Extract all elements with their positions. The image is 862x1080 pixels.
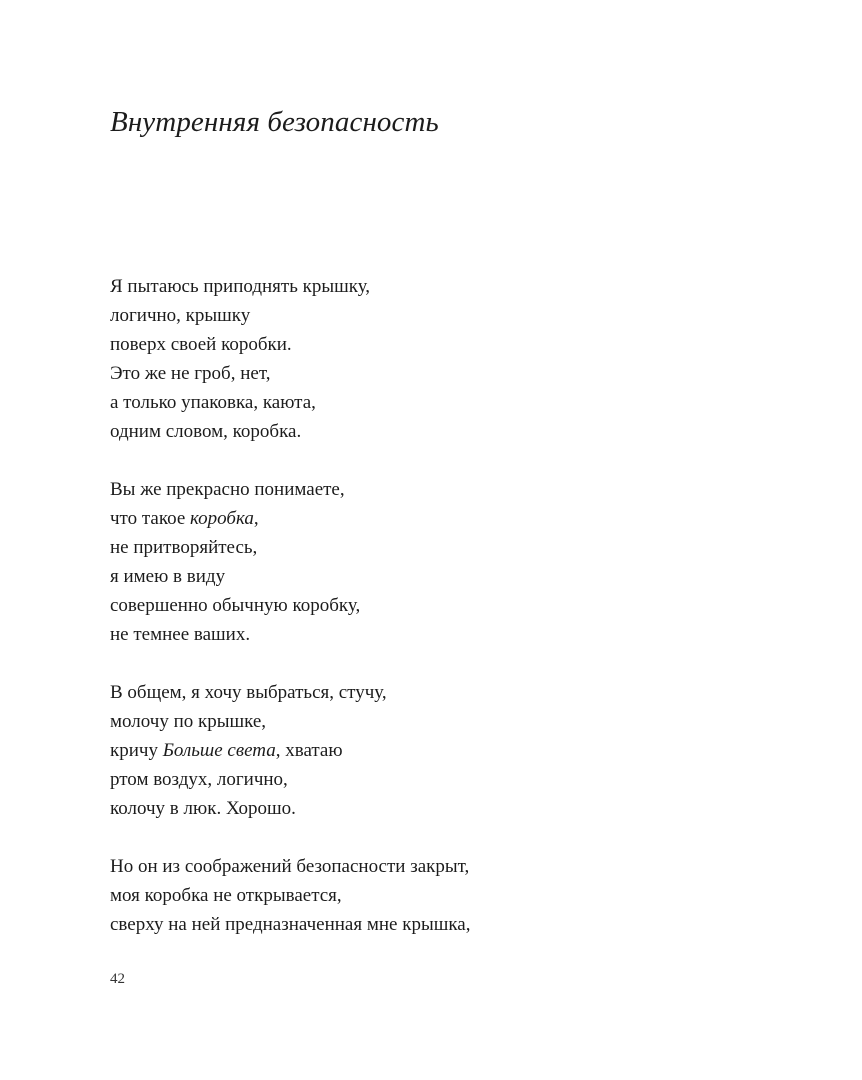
line-text: что такое: [110, 508, 191, 529]
poem-title: Внутренняя безопасность: [110, 106, 439, 138]
poem-line-with-italic: [110, 736, 810, 765]
line-text: ,: [253, 508, 259, 529]
line-text: кричу: [110, 740, 163, 761]
line-text: , хватаю: [275, 740, 343, 761]
poem-line: Вы же прекрасно понимаете,: [110, 479, 345, 500]
poem-line: Я пытаюсь приподнять крышку,: [110, 276, 371, 297]
poem-line: а только упаковка, каюта,: [110, 392, 316, 413]
stanza-2: [110, 475, 810, 649]
poem-line: сверху на ней предназначенная мне крышка,: [110, 914, 471, 935]
poem-line: молочу по крышке,: [110, 711, 267, 732]
poem-line: не притворяйтесь,: [110, 537, 258, 558]
poem-line: логично, крышку: [110, 305, 251, 326]
poem-body: [110, 272, 810, 968]
poem-line: Но он из соображений безопасности закрыт,: [110, 856, 470, 877]
poem-line: колочу в люк. Хорошо.: [110, 798, 296, 819]
poem-line: моя коробка не открывается,: [110, 885, 342, 906]
poem-line: В общем, я хочу выбраться, стучу,: [110, 682, 387, 703]
poem-line: не темнее ваших.: [110, 624, 251, 645]
poem-line-with-italic: [110, 504, 810, 533]
poem-line: одним словом, коробка.: [110, 421, 302, 442]
poem-line: Это же не гроб, нет,: [110, 363, 271, 384]
stanza-4: [110, 852, 810, 939]
stanza-3: [110, 678, 810, 823]
poem-line: я имею в виду: [110, 566, 226, 587]
poem-line: совершенно обычную коробку,: [110, 595, 361, 616]
poem-line: поверх своей коробки.: [110, 334, 292, 355]
page-number: 42: [110, 971, 125, 987]
italic-phrase: Больше света: [162, 740, 276, 761]
stanza-1: [110, 272, 810, 446]
italic-word: коробка: [190, 508, 254, 529]
poem-line: ртом воздух, логично,: [110, 769, 288, 790]
